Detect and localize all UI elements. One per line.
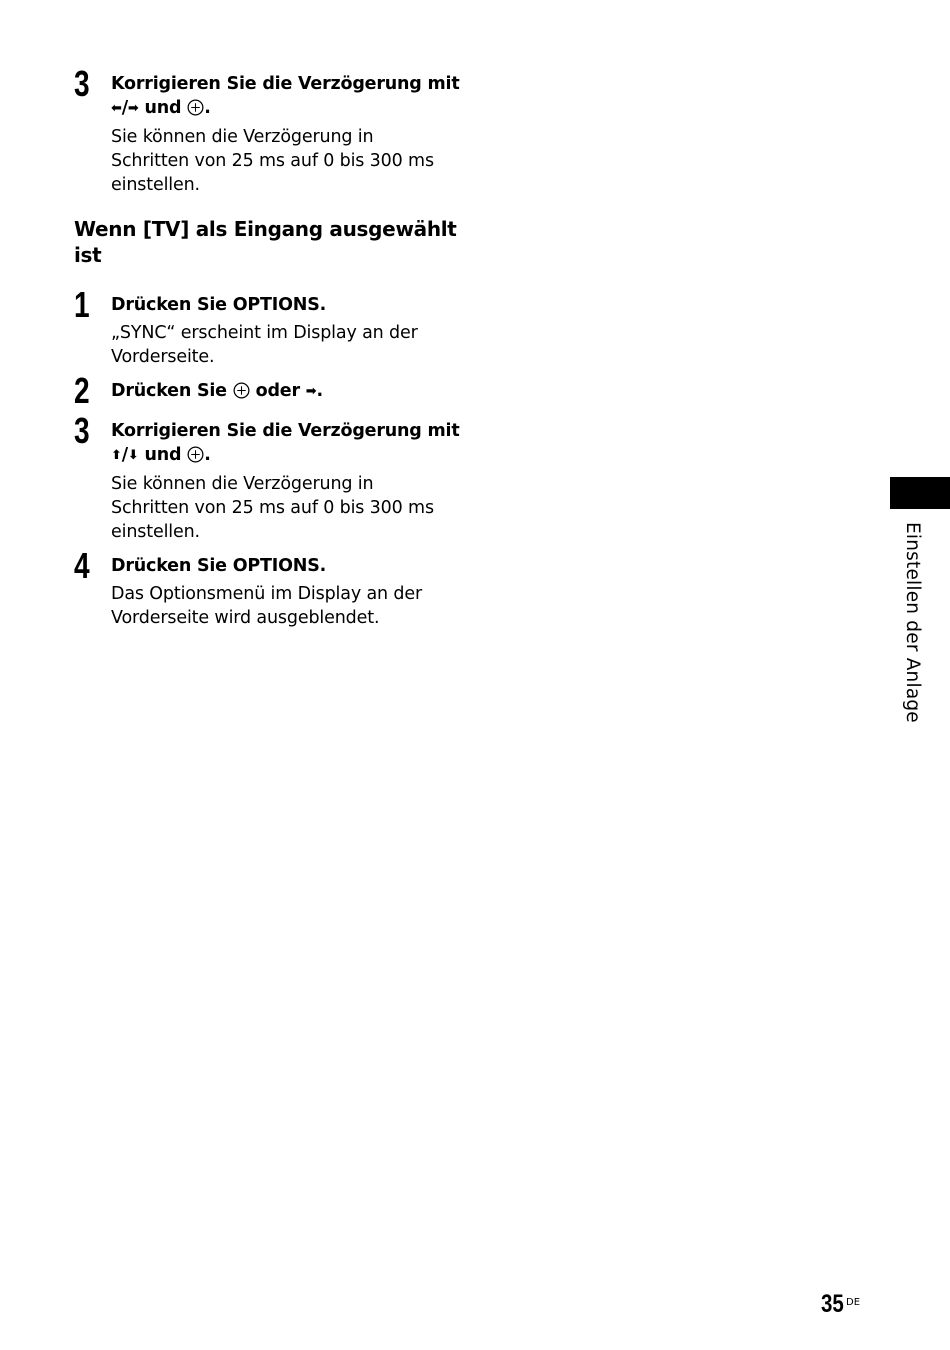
step-number: 4 bbox=[74, 545, 90, 586]
description-line: „SYNC“ erscheint im Display an der bbox=[111, 323, 418, 343]
page-language-code: DE bbox=[846, 1297, 861, 1308]
description-line: Schritten von 25 ms auf 0 bis 300 ms bbox=[111, 151, 434, 171]
step-heading bbox=[111, 72, 471, 121]
chapter-tab-marker bbox=[890, 477, 950, 509]
heading-conjunction: und bbox=[138, 98, 188, 118]
step-heading bbox=[111, 379, 471, 404]
description-line: Sie können die Verzögerung in bbox=[111, 474, 374, 494]
step-heading-line-1: Korrigieren Sie die Verzögerung mit bbox=[111, 74, 460, 94]
arrow-up-icon: ⬆ bbox=[111, 448, 122, 463]
heading-period: . bbox=[204, 445, 211, 465]
step-heading-line-1: Korrigieren Sie die Verzögerung mit bbox=[111, 421, 460, 441]
step-3-adjust-delay bbox=[74, 63, 474, 202]
heading-period: . bbox=[204, 98, 211, 118]
description-line: Vorderseite wird ausgeblendet. bbox=[111, 608, 380, 628]
section-heading-tv-input bbox=[74, 216, 464, 268]
step-heading-line-2 bbox=[111, 96, 471, 121]
step-number: 2 bbox=[74, 370, 90, 411]
step-heading: Drücken Sie OPTIONS. bbox=[111, 295, 327, 315]
description-line: Schritten von 25 ms auf 0 bis 300 ms bbox=[111, 498, 434, 518]
description-line: Sie können die Verzögerung in bbox=[111, 127, 374, 147]
step-heading: Drücken Sie OPTIONS. bbox=[111, 556, 327, 576]
description-line: Vorderseite. bbox=[111, 347, 215, 367]
arrow-right-icon: ➡ bbox=[305, 384, 317, 399]
arrow-down-icon: ⬇ bbox=[127, 448, 139, 463]
arrow-right-icon: ➡ bbox=[127, 101, 139, 116]
enter-button-icon bbox=[233, 382, 250, 399]
description-line: einstellen. bbox=[111, 175, 200, 195]
step-number: 1 bbox=[74, 284, 90, 325]
step-number: 3 bbox=[74, 63, 90, 104]
step-description bbox=[111, 321, 471, 369]
step-heading bbox=[111, 419, 471, 468]
section-heading-line-1: Wenn [TV] als Eingang ausgewählt bbox=[74, 217, 457, 241]
arrow-separator: / bbox=[121, 98, 128, 118]
step-number: 3 bbox=[74, 410, 90, 451]
step-1-press-options bbox=[74, 284, 474, 373]
step-description bbox=[111, 125, 471, 197]
description-line: einstellen. bbox=[111, 522, 200, 542]
arrow-left-icon: ⬅ bbox=[111, 101, 122, 116]
enter-button-icon bbox=[187, 446, 204, 463]
step-2-press-enter-or-right bbox=[74, 370, 474, 411]
enter-button-icon bbox=[187, 99, 204, 116]
heading-conjunction: oder bbox=[249, 381, 306, 401]
step-description bbox=[111, 472, 471, 544]
step-4-press-options bbox=[74, 545, 474, 634]
step-heading-line-2 bbox=[111, 443, 471, 468]
section-heading-line-2: ist bbox=[74, 243, 102, 267]
arrow-separator: / bbox=[121, 445, 128, 465]
step-description bbox=[111, 582, 471, 630]
page-number: 35 bbox=[821, 1290, 844, 1318]
heading-period: . bbox=[316, 381, 323, 401]
description-line: Das Optionsmenü im Display an der bbox=[111, 584, 422, 604]
heading-text: Drücken Sie bbox=[111, 381, 233, 401]
heading-conjunction: und bbox=[138, 445, 188, 465]
step-3-adjust-delay bbox=[74, 410, 474, 549]
chapter-tab-label: Einstellen der Anlage bbox=[902, 522, 923, 723]
